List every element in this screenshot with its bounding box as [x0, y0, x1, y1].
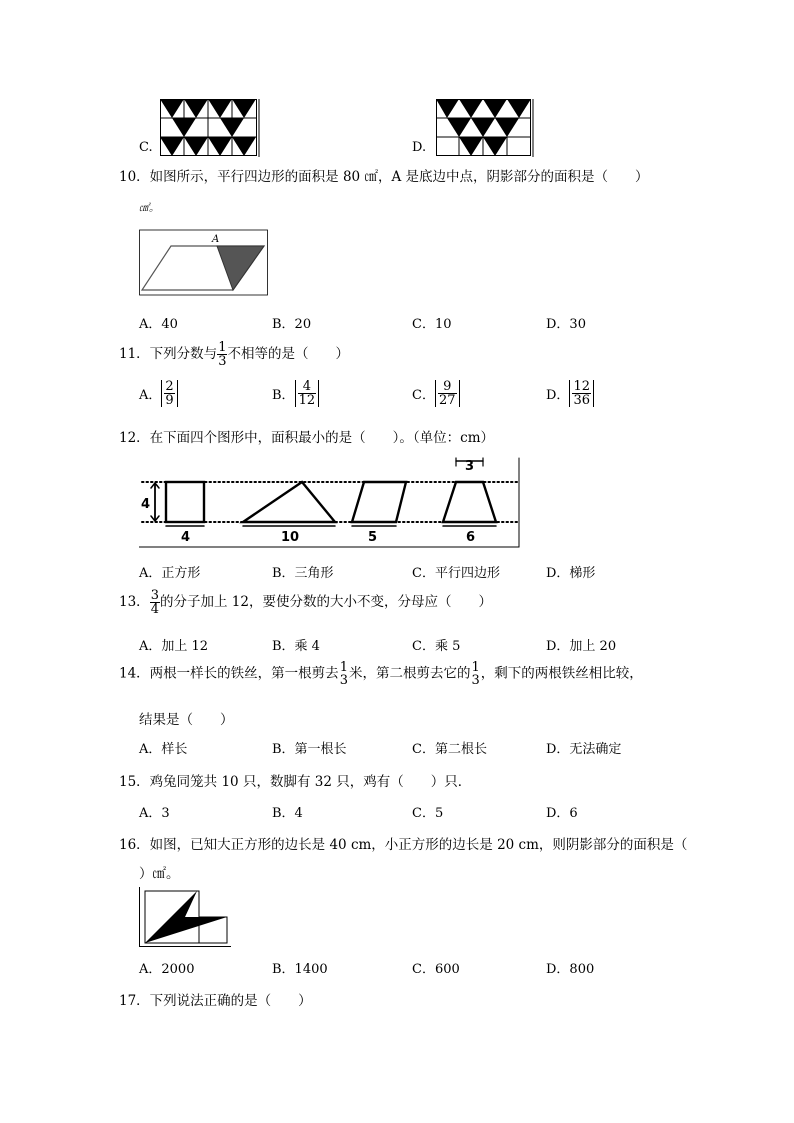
- q13-fraction: $\frac{3}{4}$: [150, 588, 159, 617]
- q10-option-b: B．20: [272, 317, 312, 332]
- q9-option-c-figure: [160, 99, 260, 157]
- q13-option-c: C．乘 5: [412, 639, 461, 654]
- q12-text: 12．在下面四个图形中，面积最小的是（ ）。（单位：cm）: [119, 430, 495, 446]
- q11-option-a: A． $\frac{2}{9}$: [139, 380, 178, 407]
- q16-text: 16．如图，已知大正方形的边长是 40 cm，小正方形的边长是 20 cm，则阴影部分的面积是（: [119, 837, 688, 853]
- q12-shapes-figure: [139, 456, 521, 548]
- q12-square-label: 4: [181, 530, 191, 545]
- q11-option-c: C． $\frac{9}{27}$: [412, 380, 460, 407]
- q11-stem: 11．下列分数与 $\frac{1}{3}$ 不相等的是（ ）: [119, 340, 349, 369]
- q14-stem: 14．两根一样长的铁丝，第一根剪去 1 3 米，第二根剪去它的 1 3 ，剩下的两根铁丝相比较，: [119, 660, 643, 688]
- q9-option-d-figure: [436, 99, 534, 157]
- q12-option-d: D．梯形: [546, 566, 596, 581]
- q15-text: 15．鸡兔同笼共 10 只，数脚有 32 只，鸡有（ ）只．: [119, 774, 472, 790]
- q10-unit: ㎠。: [139, 203, 159, 214]
- q12-trap-bottom-label: 6: [466, 530, 476, 545]
- q16-option-c: C．600: [412, 962, 460, 977]
- q16-option-d: D．800: [546, 962, 595, 977]
- q11-fraction: $\frac{1}{3}$: [218, 340, 227, 369]
- q10-option-c: C．10: [412, 317, 452, 332]
- q9-option-c-label: C.: [139, 140, 153, 155]
- q10-text: 10．如图所示，平行四边形的面积是 80 ㎠，A 是底边中点，阴影部分的面积是（ ）: [119, 169, 649, 185]
- q12-option-c: C．平行四边形: [412, 566, 500, 581]
- q15-option-d: D．6: [546, 806, 578, 821]
- q10-option-a: A．40: [139, 317, 178, 332]
- q14-option-a: A．样长: [139, 742, 188, 757]
- q15-option-b: B．4: [272, 806, 303, 821]
- q11-option-b: B． $\frac{4}{12}$: [272, 380, 319, 407]
- q16-option-a: A．2000: [139, 962, 195, 977]
- q15-option-a: A．3: [139, 806, 170, 821]
- q16-squares-figure: [139, 887, 231, 947]
- q17-text: 17．下列说法正确的是（ ）: [119, 993, 312, 1009]
- q14-option-b: B．第一根长: [272, 742, 347, 757]
- q10-parallelogram-figure: [139, 228, 269, 296]
- q12-trap-top-label: 3: [465, 459, 475, 474]
- q14-line2: 结果是（ ）: [139, 712, 234, 728]
- q16-text2: ）㎠。: [139, 866, 180, 882]
- q11-option-d: D． $\frac{12}{36}$: [546, 380, 594, 407]
- q10-option-d: D．30: [546, 317, 586, 332]
- q12-height-label: 4: [141, 497, 151, 512]
- q10-point-a-label: A: [212, 234, 220, 245]
- q13-stem: 13． $\frac{3}{4}$ 的分子加上 12，要使分数的大小不变，分母应（ ）: [119, 588, 492, 617]
- q16-option-b: B．1400: [272, 962, 328, 977]
- q13-option-a: A．加上 12: [139, 639, 209, 654]
- q12-option-a: A．正方形: [139, 566, 201, 581]
- q13-option-b: B．乘 4: [272, 639, 320, 654]
- q12-triangle-label: 10: [281, 530, 300, 545]
- q15-option-c: C．5: [412, 806, 444, 821]
- q14-option-c: C．第二根长: [412, 742, 487, 757]
- q12-para-label: 5: [368, 530, 378, 545]
- q12-option-b: B．三角形: [272, 566, 334, 581]
- q14-option-d: D．无法确定: [546, 742, 622, 757]
- q13-option-d: D．加上 20: [546, 639, 617, 654]
- q9-option-d-label: D.: [412, 140, 427, 155]
